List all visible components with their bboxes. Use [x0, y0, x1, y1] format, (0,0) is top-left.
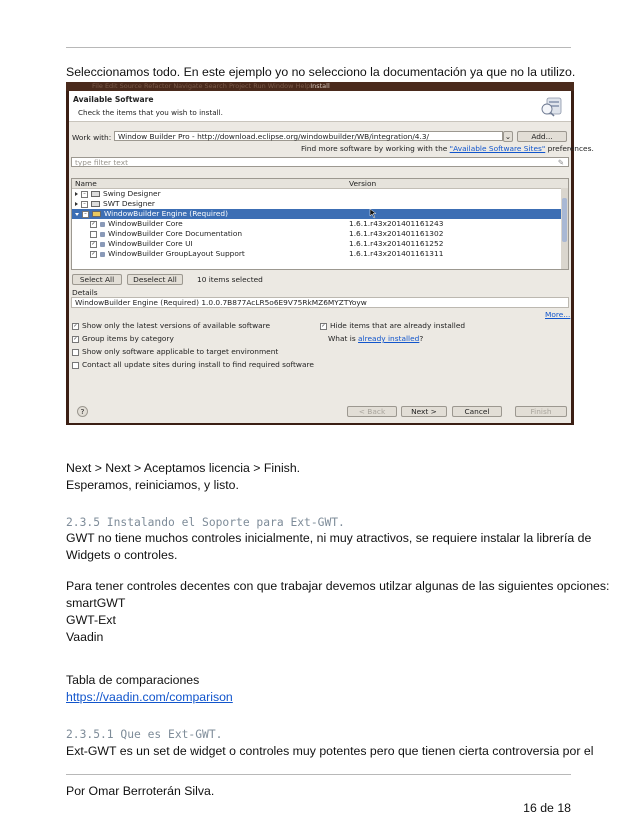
- row-content: [75, 209, 228, 219]
- available-software-sites-link[interactable]: "Available Software Sites": [449, 144, 546, 153]
- intro-text: Seleccionamos todo. En este ejemplo yo no selecciono la documentación ya que no la utilizo.: [66, 65, 576, 79]
- row-name: WindowBuilder Core: [108, 219, 183, 228]
- option-vaadin: Vaadin: [66, 630, 104, 644]
- row-name: SWT Designer: [103, 199, 155, 208]
- row-content: [75, 199, 155, 209]
- option-hide-installed[interactable]: [320, 321, 465, 331]
- table-scrollbar-thumb[interactable]: [562, 198, 567, 242]
- option-label: Show only the latest versions of available software: [82, 321, 271, 330]
- window-titlebar: [66, 82, 574, 91]
- work-with-combo[interactable]: [114, 131, 503, 141]
- deselect-all-button[interactable]: Deselect All: [127, 274, 183, 285]
- row-version: 1.6.1.r43x201401161311: [349, 249, 444, 258]
- row-checkbox[interactable]: [90, 231, 97, 238]
- plugin-icon: [100, 252, 105, 257]
- work-with-value: Window Builder Pro - http://download.eclipse.org/windowbuilder/WB/integration/4.3/: [118, 132, 430, 141]
- back-button[interactable]: < Back: [347, 406, 397, 417]
- table-row[interactable]: [72, 239, 562, 249]
- option-label: Group items by category: [82, 334, 174, 343]
- software-table: [71, 178, 569, 270]
- row-content: [75, 189, 161, 199]
- option-checkbox[interactable]: ✓: [321, 322, 326, 329]
- row-checkbox[interactable]: ✓: [91, 240, 96, 247]
- table-row[interactable]: [72, 229, 562, 239]
- mouse-cursor-icon: [370, 209, 376, 218]
- plugin-icon: [100, 242, 105, 247]
- option-smartgwt: smartGWT: [66, 596, 126, 610]
- dialog-header: [69, 91, 571, 122]
- header-rule: [66, 47, 571, 48]
- row-checkbox[interactable]: –: [81, 201, 88, 208]
- table-row[interactable]: [72, 199, 562, 209]
- already-installed-link[interactable]: already installed: [358, 334, 420, 343]
- filter-placeholder: type filter text: [75, 158, 128, 167]
- plugin-icon: [100, 222, 105, 227]
- row-checkbox[interactable]: –: [81, 191, 88, 198]
- find-more-suffix: preferences.: [547, 144, 594, 153]
- cancel-button[interactable]: Cancel: [452, 406, 502, 417]
- plugin-icon: [100, 232, 105, 237]
- chevron-down-icon: ⌄: [504, 132, 512, 141]
- table-row[interactable]: [72, 249, 562, 259]
- row-name: WindowBuilder GroupLayout Support: [108, 249, 245, 258]
- row-checkbox[interactable]: ✓: [91, 220, 96, 227]
- column-name[interactable]: Name: [75, 179, 97, 188]
- details-value: WindowBuilder Engine (Required) 1.0.0.7B877AcLR5o6E9V75RkMZ6MYZTYoyw: [75, 298, 367, 307]
- row-content: [90, 239, 193, 249]
- row-content: [90, 229, 242, 239]
- work-with-dropdown-button[interactable]: [503, 131, 513, 142]
- para2: Para tener controles decentes con que trabajar devemos utilzar algunas de las siguientes opciones:: [66, 579, 610, 593]
- background-menu: File Edit Source Refactor Navigate Search Project Run Window Help: [92, 82, 311, 90]
- expand-arrow-icon[interactable]: [75, 192, 78, 196]
- work-with-label: Work with:: [72, 133, 112, 142]
- option-contact-update-sites[interactable]: [72, 360, 314, 370]
- finish-button[interactable]: Finish: [515, 406, 567, 417]
- table-row[interactable]: [72, 189, 562, 199]
- row-checkbox[interactable]: –: [82, 211, 89, 218]
- option-checkbox[interactable]: ✓: [73, 335, 78, 342]
- option-checkbox[interactable]: ✓: [73, 322, 78, 329]
- body-line-1: Next > Next > Aceptamos licencia > Finish.: [66, 461, 301, 475]
- option-group-by-category[interactable]: [72, 334, 174, 344]
- option-gwt-ext: GWT-Ext: [66, 613, 116, 627]
- option-checkbox[interactable]: [72, 362, 79, 369]
- row-checkbox[interactable]: ✓: [91, 250, 96, 257]
- column-version[interactable]: Version: [349, 179, 377, 188]
- row-version: 1.6.1.r43x201401161302: [349, 229, 444, 238]
- expand-arrow-icon[interactable]: [75, 202, 78, 206]
- row-content: [90, 249, 245, 259]
- option-latest-versions[interactable]: [72, 321, 270, 331]
- page-number: 16 de 18: [523, 801, 571, 815]
- more-link[interactable]: More...: [545, 310, 571, 319]
- row-name: WindowBuilder Core Documentation: [108, 229, 243, 238]
- para3: Ext-GWT es un set de widget o controles muy potentes pero que tienen cierta controversia por el: [66, 744, 594, 758]
- footer-rule: [66, 774, 571, 775]
- find-more-prefix: Find more software by working with the: [301, 144, 448, 153]
- install-dialog: [69, 91, 594, 423]
- comparison-link[interactable]: https://vaadin.com/comparison: [66, 690, 233, 704]
- option-checkbox[interactable]: [72, 349, 79, 356]
- para1-line-1: GWT no tiene muchos controles inicialmente, ni muy atractivos, se requiere instalar la librería de: [66, 531, 592, 545]
- install-dialog-screenshot: [66, 82, 594, 425]
- row-name: WindowBuilder Core UI: [108, 239, 193, 248]
- help-icon: ?: [80, 407, 85, 416]
- section-heading-2-3-5: 2.3.5 Instalando el Soporte para Ext-GWT.: [66, 516, 345, 529]
- select-all-button[interactable]: Select All: [72, 274, 122, 285]
- next-button[interactable]: Next >: [401, 406, 447, 417]
- option-label: Show only software applicable to target environment: [82, 347, 279, 356]
- category-icon: [91, 201, 100, 207]
- row-version: 1.6.1.r43x201401161252: [349, 239, 444, 248]
- section-heading-2-3-5-1: 2.3.5.1 Que es Ext-GWT.: [66, 728, 223, 741]
- footer-author: Por Omar Berroterán Silva.: [66, 784, 215, 798]
- details-text: [71, 297, 569, 308]
- category-icon: [91, 191, 100, 197]
- row-version: 1.6.1.r43x201401161243: [349, 219, 444, 228]
- table-row[interactable]: [72, 219, 562, 229]
- window-title: Install: [310, 82, 330, 90]
- what-is-suffix: ?: [419, 334, 424, 343]
- table-row-selected[interactable]: [72, 209, 562, 219]
- row-name: WindowBuilder Engine (Required): [104, 209, 228, 218]
- what-is-installed: [328, 334, 423, 344]
- option-label: Contact all update sites during install to find required software: [82, 360, 314, 369]
- find-more-line: [301, 144, 594, 153]
- body-line-2: Esperamos, reiniciamos, y listo.: [66, 478, 239, 492]
- details-label: Details: [72, 288, 98, 297]
- filter-input[interactable]: [71, 157, 569, 167]
- selected-count: 10 items selected: [197, 275, 263, 284]
- table-header: [72, 179, 568, 189]
- row-content: [90, 219, 183, 229]
- add-button[interactable]: Add...: [517, 131, 567, 142]
- collapse-arrow-icon[interactable]: [75, 213, 79, 216]
- para1-line-2: Widgets o controles.: [66, 548, 178, 562]
- category-icon: [92, 211, 101, 217]
- option-target-environment[interactable]: [72, 347, 278, 357]
- header-title: Available Software: [73, 95, 154, 104]
- option-label: Hide items that are already installed: [330, 321, 466, 330]
- help-button[interactable]: [77, 406, 88, 417]
- what-is-prefix: What is: [328, 334, 356, 343]
- header-subtitle: Check the items that you wish to install.: [78, 108, 223, 117]
- install-wizard-icon: [539, 95, 565, 117]
- table-label: Tabla de comparaciones: [66, 673, 200, 687]
- clear-filter-icon[interactable]: ✎: [557, 158, 564, 167]
- row-name: Swing Designer: [103, 189, 161, 198]
